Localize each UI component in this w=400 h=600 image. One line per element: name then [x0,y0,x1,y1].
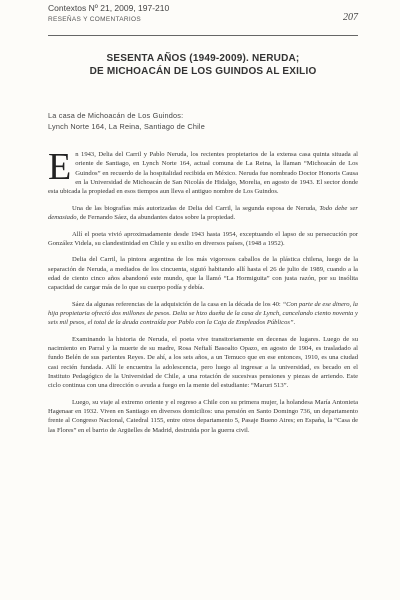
journal-citation: Contextos Nº 21, 2009, 197-210 [48,3,170,13]
book-title: Todo debe ser demasiado [48,204,358,221]
paragraph-2 [48,204,358,223]
subhead-line-1: La casa de Michoacán de Los Guindos: [48,111,184,120]
section-name: RESEÑAS Y COMENTARIOS [48,16,141,23]
subhead-line-2: Lynch Norte 164, La Reina, Santiago de Chile [48,122,205,131]
section-subheading [48,110,358,132]
paragraph-3: Allí el poeta vivió aproximadamente desde 1943 hasta 1954, exceptuando el lapso de su persecución por González Videla, su clandestinidad en Chile y su exilio en diversos países, (1948 a 1952). [48,230,358,247]
quotation: “Con parte de ese dinero, la hija propietaria ofreció dos millones de pesos. Delia se hizo dueña de la casa de Lynch, cancelando ciento noventa y seis mil pesos, el total de la deuda contraída por Pablo con la Caja de Empleados Públicos”. [48,300,358,327]
paragraph-5-text: Sáez da algunas referencias de la adquisición de la casa en la década de los 40: [72,300,283,308]
article-title [48,52,358,78]
title-line-2: DE MICHOACÁN DE LOS GUINDOS AL EXILIO [89,66,317,77]
header-rule [48,35,358,36]
paragraph-7: Luego, su viaje al extremo oriente y el regreso a Chile con su primera mujer, la holandesa María Antonieta Hagenaar en 1932. Viven en Santiago en diversos domicilios: una pensión en Santo Domingo 736, un departamento frente al Congreso Nacional, Catedral 1155, entre otros departamento 5, Pasaje Bueno Aires; en España, la “Casa de las Flores” en el barrio de Argüelles de Madrid, destruida por la guerra civil. [48,398,358,434]
paragraph-5 [48,300,358,328]
journal-info [48,3,169,25]
drop-cap: E [48,146,72,188]
paragraph-4: Delia del Carril, la pintora argentina de los más vigorosos caballos de la plástica chilena, luego de la separación de Neruda, a mediados de los cincuenta, siguió habitando allí hasta el 26 de julio de 1989, cuando a la edad de ciento cinco años abandonó este mundo, que la llamó “La Hormiguita” con justa razón, por su insólita capacidad de cargar más de lo que su cuerpo podía y debía. [48,256,358,292]
running-header [48,3,358,33]
paragraph-2-text-b: , de Fernando Sáez, da abundantes datos sobre la propiedad. [76,213,236,221]
article-body [48,146,358,442]
paragraph-1-text: n 1943, Delia del Carril y Pablo Neruda, los recientes propietarios de la extensa casa quinta situada al oriente de Santiago, en Lynch Norte 164, actual comuna de La Reina, la llaman “Michoacán de Los Guindos” en recuerdo de la hospitalidad recibida en México. Neruda fue nombrado Doctor Honoris Causa en la Universidad de Michoacán de San Nicolás de Hidalgo, Morelia, en agosto de 1943. El sector donde esta ubicada la propiedad en esos tiempos aun lleva el antiguo nombre de Los Guindos. [48,151,358,195]
paragraph-6: Examinando la historia de Neruda, el poeta vive transitoriamente en decenas de lugares. Luego de su nacimiento en Parral y la muerte de su madre, Rosa Neftalí Basoalto Opazo, en agosto de 1904, es trasladado al fundo Belén de sus parientes Reyes. De ahí, a los seis años, a un Temuco que en ese entonces, 1910, es una ciudad casi recién fundada. Allí le encuentra la adolescencia, pero luego al ingresar a la universidad, es becado en el Instituto Pedagógico de la Universidad de Chile, a una rotación de sucesivas pensiones y piezas de arriendo. Este ciclo continua con una dirección o avuda a fuego en la mente del estudiante: “Maruri 513”. [48,335,358,390]
title-line-1: SESENTA AÑOS (1949-2009). NERUDA; [106,53,300,64]
page-number: 207 [343,12,358,23]
paragraph-2-text-a: Una de las biografías más autorizadas de Delia del Carril, la segunda esposa de Neruda, [72,204,320,212]
paragraph-1 [48,146,358,196]
